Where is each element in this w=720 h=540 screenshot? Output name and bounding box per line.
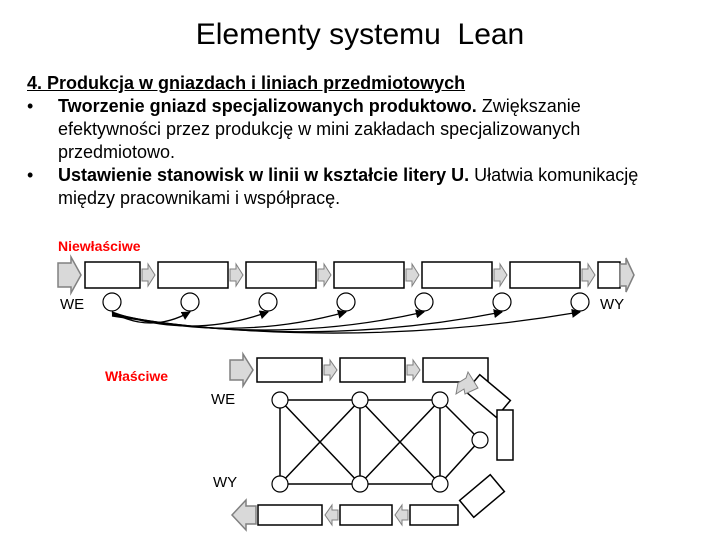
- flow-arrow: [582, 264, 595, 286]
- worker-circle: [272, 392, 288, 408]
- bullet-dot: •: [27, 165, 34, 185]
- flow-arrow: [407, 360, 420, 380]
- worker-circle: [432, 392, 448, 408]
- flow-arrow: [324, 360, 337, 380]
- workstation-box: [598, 262, 620, 288]
- section-heading: 4. Produkcja w gniazdach i liniach przedmiotowych: [27, 73, 466, 93]
- flow-arrow: [318, 264, 331, 286]
- bullet-dot: •: [27, 96, 34, 116]
- bullet-bold-text: Tworzenie gniazd specjalizowanych produktowo.: [58, 96, 477, 116]
- communication-line: [440, 440, 480, 484]
- workstation-box: [246, 262, 316, 288]
- workstation-box: [510, 262, 580, 288]
- incorrect-input-label: WE: [60, 296, 85, 313]
- bullet-text: Zwiększanie efektywności przez produkcję w mini zakładach specjalizowanych przedmiotowo.: [58, 96, 581, 162]
- flow-arrow: [142, 264, 155, 286]
- flow-arrow: [494, 264, 507, 286]
- workstation-box: [422, 262, 492, 288]
- flow-arrow: [395, 505, 408, 525]
- workstation-box: [460, 475, 505, 518]
- correct-input-label: WE: [211, 391, 236, 408]
- worker-circle: [259, 293, 277, 311]
- input-flow-arrow: [230, 354, 253, 386]
- incorrect-output-label: WY: [600, 296, 625, 313]
- workstation-box: [158, 262, 228, 288]
- worker-circle: [337, 293, 355, 311]
- workstation-box: [340, 358, 405, 382]
- output-flow-arrow: [620, 258, 634, 292]
- worker-circle: [415, 293, 433, 311]
- workstation-box: [258, 505, 322, 525]
- worker-circle: [103, 293, 121, 311]
- correct-layout-label: Właściwe: [105, 368, 169, 384]
- workstation-box: [85, 262, 140, 288]
- output-flow-arrow: [232, 500, 256, 530]
- slide-title: Elementy systemu Lean: [195, 18, 525, 51]
- flow-arrow: [325, 505, 338, 525]
- worker-circle: [472, 432, 488, 448]
- communication-arrow: [112, 312, 424, 330]
- worker-circle: [352, 392, 368, 408]
- flow-arrow: [230, 264, 243, 286]
- worker-circle: [571, 293, 589, 311]
- worker-circle: [352, 476, 368, 492]
- workstation-box: [410, 505, 458, 525]
- worker-circle: [181, 293, 199, 311]
- input-flow-arrow: [58, 257, 81, 293]
- worker-circle: [432, 476, 448, 492]
- workstation-box: [257, 358, 322, 382]
- u-shaped-layout: [230, 354, 513, 530]
- bullet-bold-text: Ustawienie stanowisk w linii w kształcie litery U.: [58, 165, 470, 185]
- workstation-box: [334, 262, 404, 288]
- worker-circle: [272, 476, 288, 492]
- incorrect-line-layout: [58, 257, 634, 333]
- flow-arrow: [406, 264, 419, 286]
- worker-circle: [493, 293, 511, 311]
- incorrect-layout-label: Niewłaściwe: [58, 238, 141, 254]
- communication-arrow: [112, 312, 580, 333]
- workstation-box: [497, 410, 513, 460]
- correct-output-label: WY: [213, 474, 238, 491]
- workstation-box: [340, 505, 392, 525]
- bullet-text: Ułatwia komunikację między pracownikami i współpracę.: [58, 165, 639, 208]
